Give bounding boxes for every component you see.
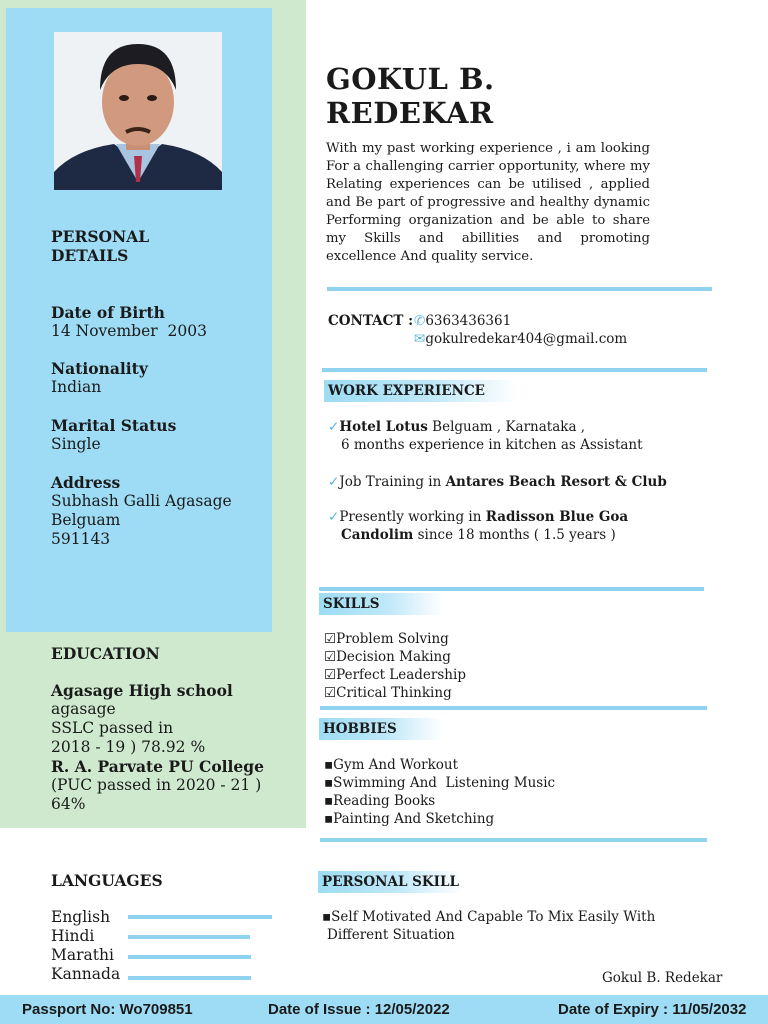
marital-label: Marital Status [51, 416, 177, 435]
bullet-icon: ▪ [324, 793, 334, 809]
personal-skill-line2: Different Situation [327, 927, 455, 943]
phone-icon: ✆ [414, 313, 426, 329]
skill-label: Critical Thinking [336, 685, 452, 701]
work-item-2 [328, 473, 667, 491]
work-item2-employer: Antares Beach Resort & Club [445, 474, 667, 490]
languages-heading: LANGUAGES [51, 871, 163, 890]
bullet-icon: ▪ [324, 757, 334, 773]
bullet-icon: ▪ [322, 909, 332, 925]
language-bar-english [128, 915, 272, 919]
bullet-icon: ▪ [324, 811, 334, 827]
address-line3: 591143 [51, 530, 111, 548]
signature: Gokul B. Redekar [602, 970, 723, 986]
address-line1: Subhash Galli Agasage [51, 492, 232, 510]
nationality-label: Nationality [51, 359, 148, 378]
candidate-name [326, 62, 495, 130]
address-block [51, 473, 232, 549]
divider-personal-skill [320, 838, 707, 842]
skill-label: Problem Solving [336, 631, 449, 647]
work-item3-duration: since 18 months ( 1.5 years ) [413, 527, 616, 543]
divider-skills [319, 587, 704, 591]
address-line2: Belguam [51, 511, 121, 529]
hobby-label: Gym And Workout [333, 757, 459, 773]
hobby-label: Painting And Sketching [333, 811, 495, 827]
school2-name: R. A. Parvate PU College [51, 757, 264, 776]
address-label: Address [51, 473, 121, 492]
education-block [51, 681, 264, 814]
marital-value: Single [51, 435, 101, 453]
personal-details-heading [51, 227, 149, 265]
language-bar-marathi [128, 955, 251, 959]
hobby-item [324, 792, 555, 810]
contact-email [414, 330, 627, 348]
skill-item [324, 666, 466, 684]
school2-line1: (PUC passed in 2020 - 21 ) [51, 776, 262, 794]
skill-item [324, 630, 466, 648]
school1-line3: 2018 - 19 ) 78.92 % [51, 738, 206, 756]
hobbies-list [324, 756, 555, 828]
name-line2: REDEKAR [326, 96, 494, 130]
profile-photo [54, 32, 222, 190]
hobby-item [324, 774, 555, 792]
work-item-3 [328, 508, 628, 544]
school1-line2: SSLC passed in [51, 719, 174, 737]
work-item1-employer: Hotel Lotus [339, 419, 428, 435]
dob-label: Date of Birth [51, 303, 165, 322]
checkbox-icon: ☑ [324, 649, 337, 665]
language-bar-hindi [128, 935, 250, 939]
checkbox-icon: ☑ [324, 631, 337, 647]
check-icon: ✓ [328, 474, 340, 490]
dob-value: 14 November 2003 [51, 322, 207, 340]
passport-number: Passport No: Wo709851 [22, 1001, 193, 1018]
work-experience-heading: WORK EXPERIENCE [324, 380, 518, 402]
personal-skill-heading: PERSONAL SKILL [318, 871, 462, 893]
school2-line2: 64% [51, 795, 86, 813]
hobby-label: Swimming And Listening Music [333, 775, 556, 791]
personal-skill-text [322, 908, 655, 944]
expiry-date: Date of Expiry : 11/05/2032 [558, 1001, 747, 1018]
issue-date: Date of Issue : 12/05/2022 [268, 1001, 450, 1018]
personal-heading-line2: DETAILS [51, 246, 129, 265]
hobby-label: Reading Books [333, 793, 436, 809]
work-item-1 [328, 418, 643, 454]
divider-work [322, 368, 707, 372]
work-item2-pre: Job Training in [339, 474, 446, 490]
divider-hobbies [320, 706, 707, 710]
language-kannada: Kannada [51, 965, 121, 983]
school1-name: Agasage High school [51, 681, 233, 700]
education-heading: EDUCATION [51, 644, 160, 663]
hobbies-heading: HOBBIES [319, 718, 443, 740]
language-marathi: Marathi [51, 946, 114, 964]
email-address[interactable]: gokulredekar404@gmail.com [425, 331, 628, 347]
footer-bar [0, 995, 768, 1024]
work-item3-employer: Radisson Blue Goa [485, 509, 629, 525]
language-bar-kannada [128, 976, 251, 980]
personal-heading-line1: PERSONAL [51, 227, 150, 246]
nationality-block [51, 359, 148, 397]
skill-item [324, 648, 466, 666]
divider-contact [327, 287, 712, 291]
skill-item [324, 684, 466, 702]
work-item1-location: Belguam , Karnataka , [427, 419, 586, 435]
checkbox-icon: ☑ [324, 667, 337, 683]
mail-icon: ✉ [414, 331, 426, 347]
skills-list [324, 630, 466, 702]
work-item1-detail: 6 months experience in kitchen as Assistant [341, 437, 643, 453]
skill-label: Decision Making [336, 649, 451, 665]
work-item3-location: Candolim [341, 527, 414, 543]
check-icon: ✓ [328, 419, 340, 435]
check-icon: ✓ [328, 509, 340, 525]
hobby-item [324, 756, 555, 774]
bullet-icon: ▪ [324, 775, 334, 791]
personal-skill-line1: Self Motivated And Capable To Mix Easily With [331, 909, 656, 925]
phone-number: 6363436361 [425, 313, 512, 329]
career-objective: With my past working experience , i am looking For a challenging carrier opportunity, where my Relating experiences can be utilised , applied and Be part of progressive and healthy dynamic Performing organization and be able to share my Skills and abillities and promoting excellence And quality service. [326, 141, 650, 264]
contact-label: CONTACT : [328, 313, 414, 329]
work-item3-pre: Presently working in [339, 509, 486, 525]
dob-block [51, 303, 207, 341]
nationality-value: Indian [51, 378, 102, 396]
school1-line1: agasage [51, 700, 116, 718]
skill-label: Perfect Leadership [336, 667, 466, 683]
contact-phone [414, 312, 511, 330]
language-hindi: Hindi [51, 927, 95, 945]
name-line1: GOKUL B. [326, 62, 495, 96]
skills-heading: SKILLS [319, 593, 443, 615]
checkbox-icon: ☑ [324, 685, 337, 701]
hobby-item [324, 810, 555, 828]
language-english: English [51, 908, 111, 926]
marital-block [51, 416, 176, 454]
